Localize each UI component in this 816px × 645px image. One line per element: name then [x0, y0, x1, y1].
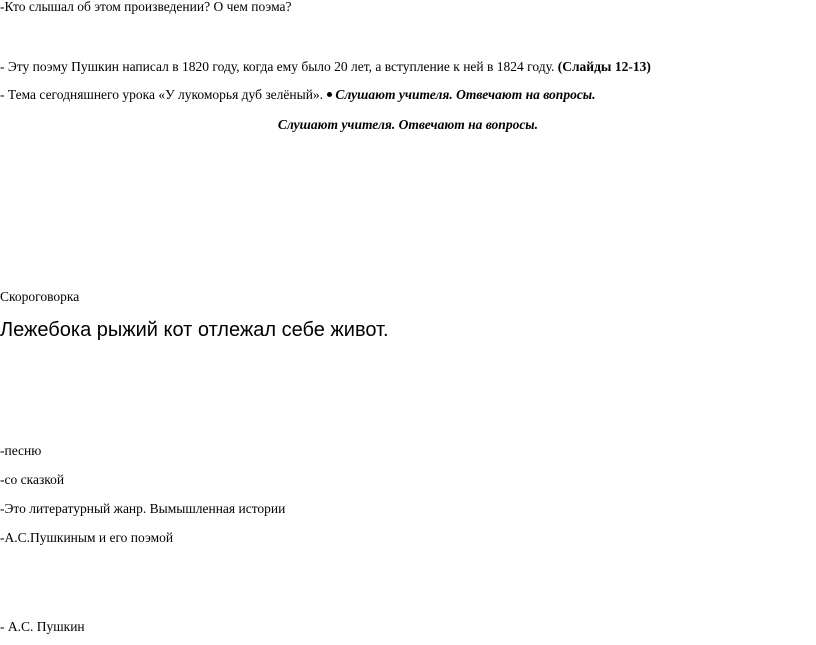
listen-answer-centered: Слушают учителя. Отвечают на вопросы. — [277, 117, 539, 132]
answer-pushkin-poem: -А.С.Пушкиным и его поэмой — [0, 530, 174, 545]
answer-song: -песню — [0, 443, 42, 458]
listen-answer-inline: Слушают учителя. Отвечают на вопросы. — [335, 87, 596, 102]
tongue-twister-heading: Скороговорка — [0, 289, 80, 304]
question-line: -Кто слышал об этом произведении? О чем поэма? — [0, 0, 292, 14]
topic-paragraph — [0, 87, 596, 103]
slides-reference: (Слайды 12-13) — [557, 59, 651, 74]
tongue-twister-text: Лежебока рыжий кот отлежал себе живот. — [0, 319, 389, 341]
pushkin-paragraph — [0, 59, 651, 75]
bullet-icon — [327, 92, 332, 97]
answer-fairytale: -со сказкой — [0, 472, 65, 487]
pushkin-text: - Эту поэму Пушкин написал в 1820 году, когда ему было 20 лет, а вступление к ней в 1824 году. — [0, 59, 558, 74]
topic-text: - Тема сегодняшнего урока «У лукоморья дуб зелёный». — [0, 87, 327, 102]
answer-author: - А.С. Пушкин — [0, 619, 85, 634]
answer-genre: -Это литературный жанр. Вымышленная истории — [0, 501, 286, 516]
